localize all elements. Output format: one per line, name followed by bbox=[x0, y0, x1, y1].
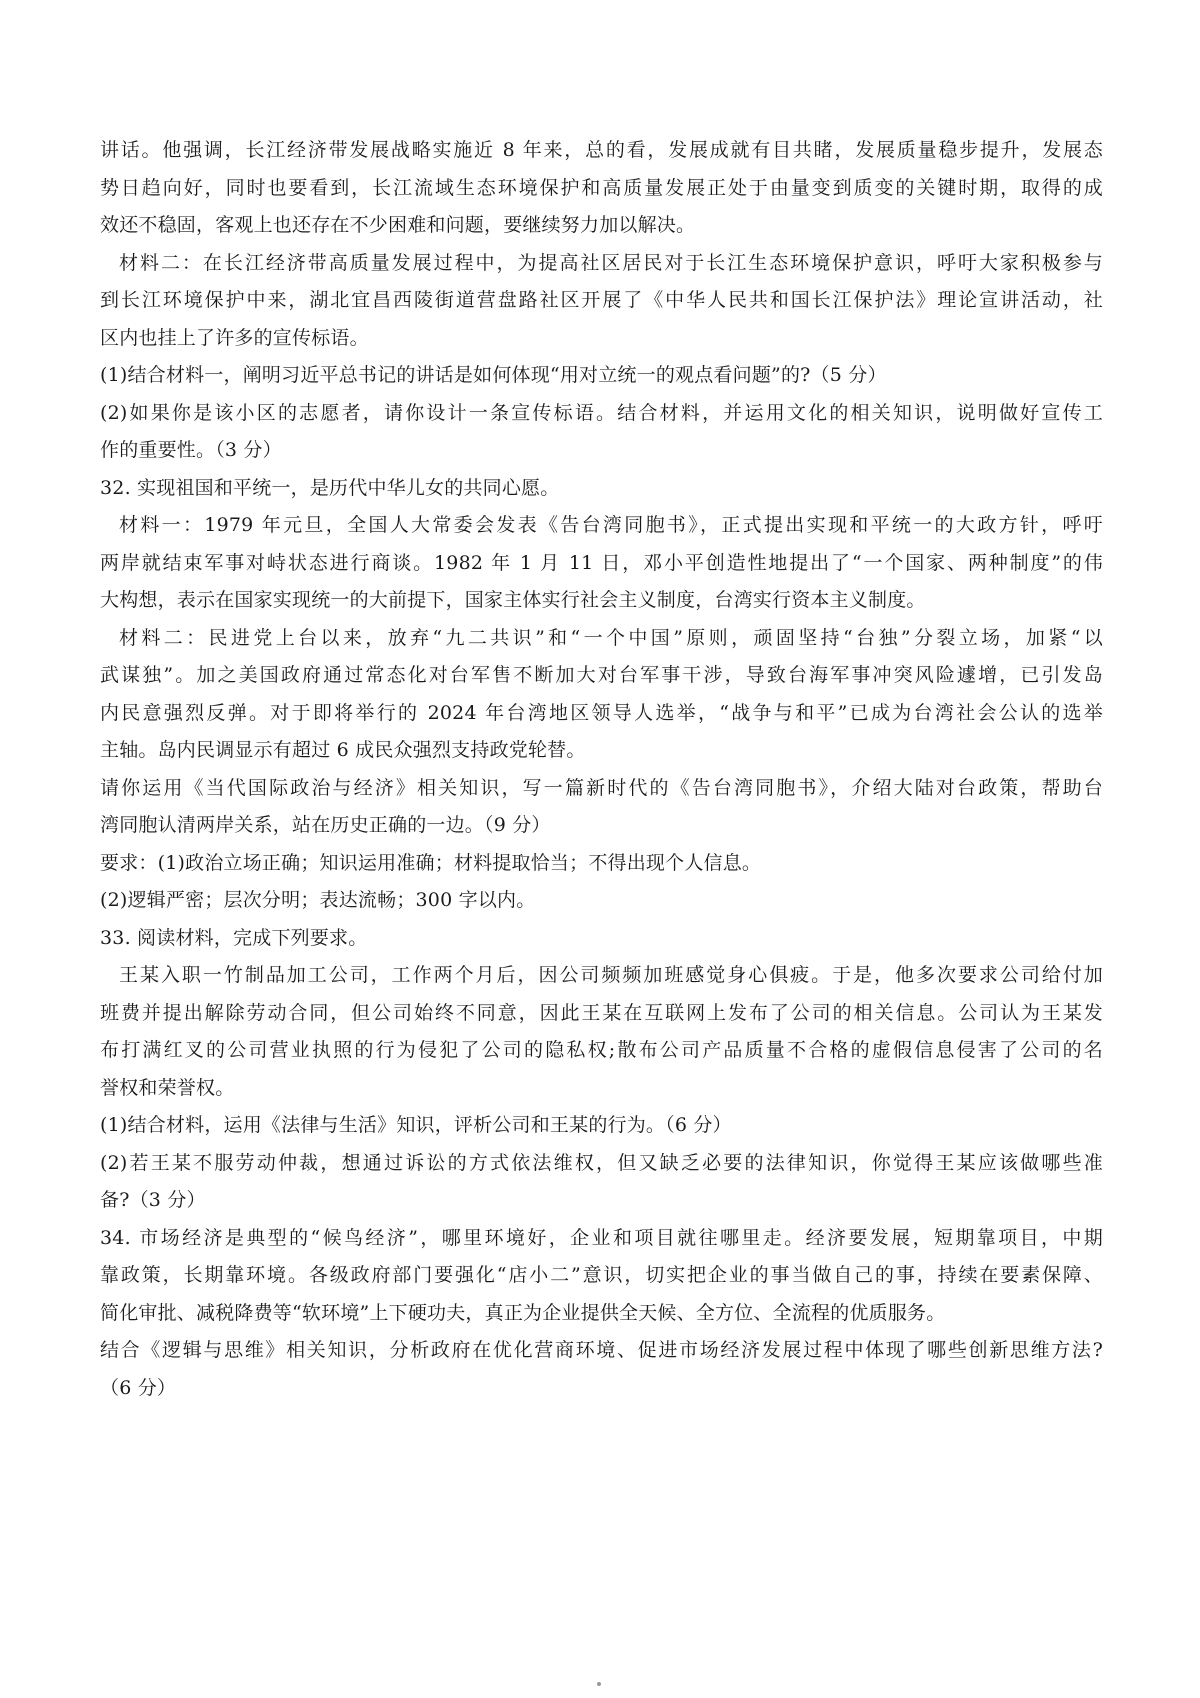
text-line: 作的重要性。（3 分） bbox=[100, 439, 282, 461]
text-line: 誉权和荣誉权。 bbox=[100, 1076, 235, 1099]
text-line: 靠政策，长期靠环境。各级政府部门要强化“店小二”意识，切实把企业的事当做自己的事，持续在要素保障、 bbox=[100, 1264, 1103, 1286]
text-line: 效还不稳固，客观上也还存在不少困难和问题，要继续努力加以解决。 bbox=[100, 214, 696, 236]
material-two-line: 材料二：在长江经济带高质量发展过程中，为提高社区居民对于长江生态环境保护意识，呼吁大家积极参与 bbox=[119, 251, 1103, 274]
page-footer-mark bbox=[597, 1682, 601, 1686]
text-line: 区内也挂上了许多的宣传标语。 bbox=[100, 326, 369, 349]
text-line: 两岸就结束军事对峙状态进行商谈。1982 年 1 月 11 日，邓小平创造性地提出了“一个国家、两种制度”的伟 bbox=[100, 551, 1103, 574]
text-line: 武谋独”。加之美国政府通过常态化对台军售不断加大对台军事干涉，导致台海军事冲突风险遽增，已引发岛 bbox=[100, 664, 1103, 686]
text-line: 内民意强烈反弹。对于即将举行的 2024 年台湾地区领导人选举，“战争与和平”已成为台湾社会公认的选举 bbox=[100, 701, 1103, 724]
requirement-2: (2)逻辑严密；层次分明；表达流畅；300 字以内。 bbox=[100, 889, 536, 911]
document-body bbox=[100, 132, 1103, 1407]
text-line: （6 分） bbox=[100, 1376, 177, 1399]
text-line: 班费并提出解除劳动合同，但公司始终不同意，因此王某在互联网上发布了公司的相关信息。公司认为王某发 bbox=[100, 1001, 1103, 1024]
text-line: 到长江环境保护中来，湖北宜昌西陵街道营盘路社区开展了《中华人民共和国长江保护法》理论宣讲活动，社 bbox=[100, 289, 1103, 311]
question-34-title: 34. 市场经济是典型的“候鸟经济”，哪里环境好，企业和项目就往哪里走。经济要发展，短期靠项目，中期 bbox=[100, 1226, 1103, 1249]
text-line: 备?（3 分） bbox=[100, 1189, 206, 1211]
question-33-title: 33. 阅读材料，完成下列要求。 bbox=[100, 926, 368, 949]
question-33-2: (2)若王某不服劳动仲裁，想通过诉讼的方式依法维权，但又缺乏必要的法律知识，你觉得王某应该做哪些准 bbox=[100, 1151, 1103, 1174]
text-line: 大构想，表示在国家实现统一的大前提下，国家主体实行社会主义制度，台湾实行资本主义制度。 bbox=[100, 589, 926, 611]
material-two-line: 材料二：民进党上台以来，放弃“九二共识”和“一个中国”原则，顽固坚持“台独”分裂立场，加紧“以 bbox=[119, 626, 1103, 649]
question-33-1: (1)结合材料，运用《法律与生活》知识，评析公司和王某的行为。（6 分） bbox=[100, 1114, 732, 1136]
question-32-prompt: 请你运用《当代国际政治与经济》相关知识，写一篇新时代的《告台湾同胞书》，介绍大陆对台政策，帮助台 bbox=[100, 776, 1103, 799]
text-line: 湾同胞认清两岸关系，站在历史正确的一边。（9 分） bbox=[100, 814, 551, 836]
text-line: 布打满红叉的公司营业执照的行为侵犯了公司的隐私权;散布公司产品质量不合格的虚假信息侵害了公司的名 bbox=[100, 1039, 1103, 1061]
text-line: 简化审批、减税降费等“软环境”上下硬功夫，真正为企业提供全天候、全方位、全流程的优质服务。 bbox=[100, 1301, 946, 1324]
requirement-1: 要求：(1)政治立场正确；知识运用准确；材料提取恰当；不得出现个人信息。 bbox=[100, 851, 762, 874]
question-31-2: (2)如果你是该小区的志愿者，请你设计一条宣传标语。结合材料，并运用文化的相关知识，说明做好宣传工 bbox=[100, 401, 1103, 424]
material-line: 王某入职一竹制品加工公司，工作两个月后，因公司频频加班感觉身心俱疲。于是，他多次要求公司给付加 bbox=[119, 964, 1103, 986]
question-32-title: 32. 实现祖国和平统一，是历代中华儿女的共同心愿。 bbox=[100, 476, 560, 499]
question-31-1: (1)结合材料一，阐明习近平总书记的讲话是如何体现“用对立统一的观点看问题”的?（5 分） bbox=[100, 364, 887, 386]
material-one-line: 材料一：1979 年元旦，全国人大常委会发表《告台湾同胞书》，正式提出实现和平统一的大政方针，呼吁 bbox=[119, 514, 1103, 536]
question-34-prompt: 结合《逻辑与思维》相关知识，分析政府在优化营商环境、促进市场经济发展过程中体现了哪些创新思维方法? bbox=[100, 1339, 1103, 1361]
text-line: 势日趋向好，同时也要看到，长江流域生态环境保护和高质量发展正处于由量变到质变的关键时期，取得的成 bbox=[100, 176, 1103, 199]
text-line: 讲话。他强调，长江经济带发展战略实施近 8 年来，总的看，发展成就有目共睹，发展质量稳步提升，发展态 bbox=[100, 139, 1103, 161]
text-line: 主轴。岛内民调显示有超过 6 成民众强烈支持政党轮替。 bbox=[100, 739, 586, 761]
